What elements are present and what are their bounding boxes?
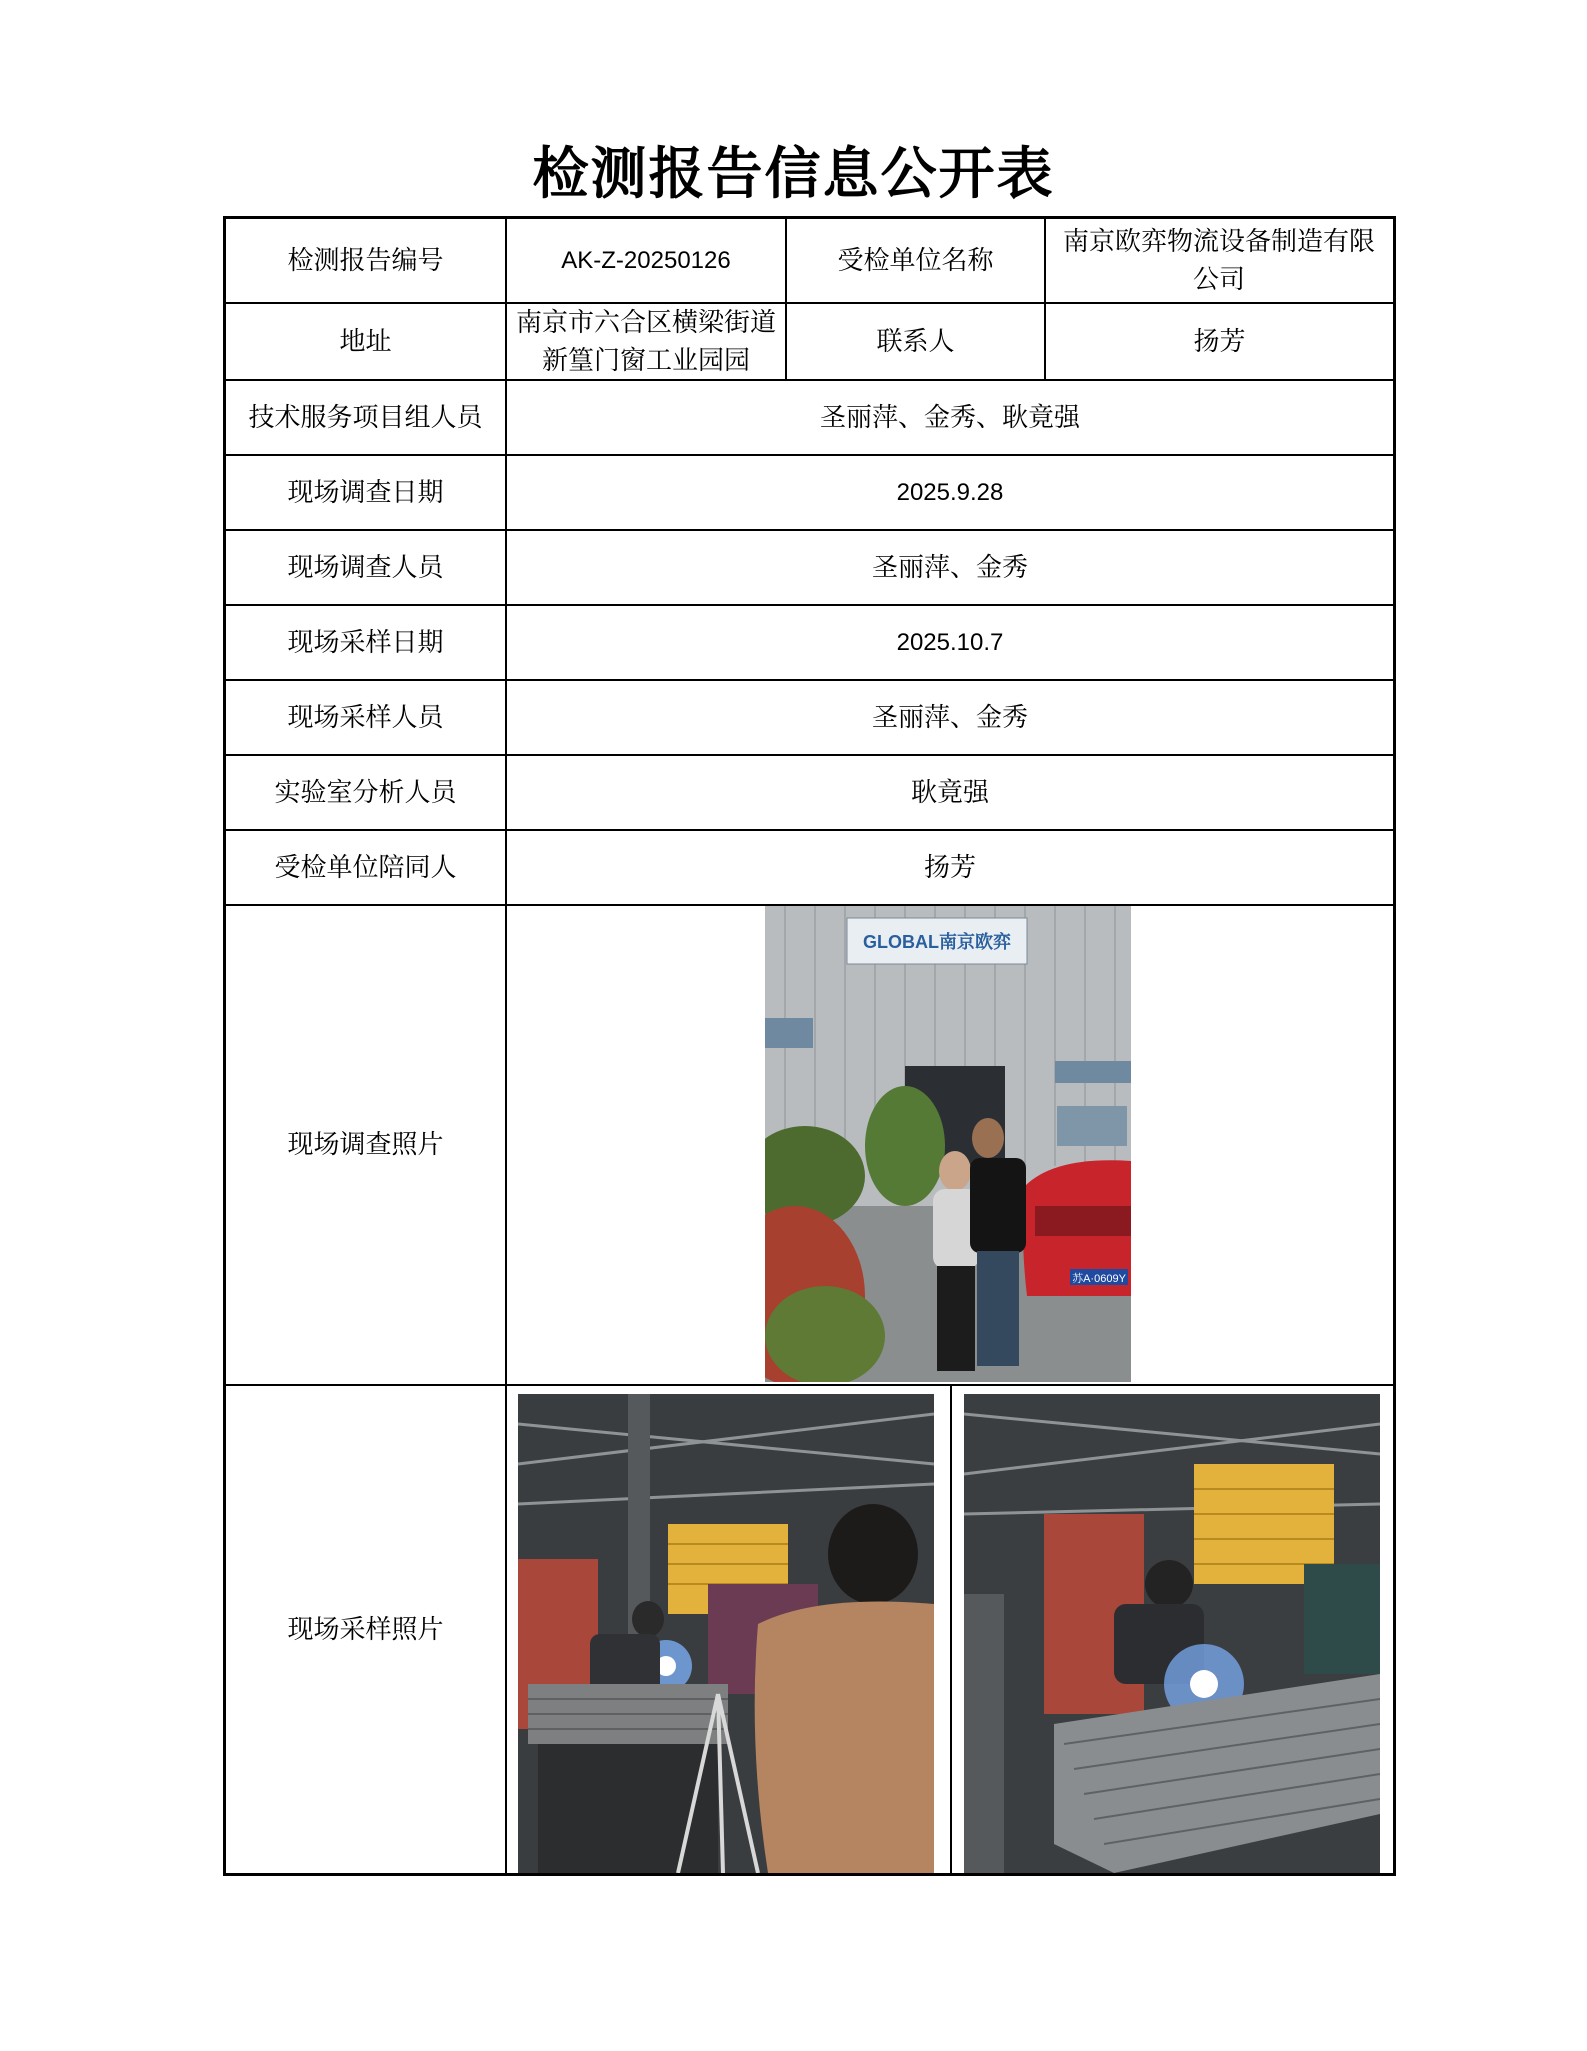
contact-label: 联系人 bbox=[876, 326, 955, 357]
contact-value: 扬芳 bbox=[1193, 326, 1246, 357]
sign-text: GLOBAL南京欧弈 bbox=[863, 932, 1011, 952]
sampling-date-value: 2025.10.7 bbox=[896, 628, 1004, 656]
report-no-value: AK-Z-20250126 bbox=[561, 246, 731, 274]
team-value: 圣丽萍、金秀、耿竟强 bbox=[819, 402, 1080, 433]
survey-date-value: 2025.9.28 bbox=[896, 478, 1004, 506]
survey-staff-value: 圣丽萍、金秀 bbox=[871, 552, 1028, 583]
escort-value: 扬芳 bbox=[923, 852, 976, 883]
page-title: 检测报告信息公开表 bbox=[532, 141, 1055, 207]
unit-name-label: 受检单位名称 bbox=[837, 245, 994, 276]
sampling-staff-value: 圣丽萍、金秀 bbox=[871, 702, 1028, 733]
escort-label: 受检单位陪同人 bbox=[274, 852, 457, 883]
address-label: 地址 bbox=[339, 326, 392, 357]
info-table bbox=[223, 216, 1396, 1876]
sampling-photo-label: 现场采样照片 bbox=[287, 1614, 444, 1645]
unit-name-value: 南京欧弈物流设备制造有限公司 bbox=[1062, 226, 1375, 295]
license-plate-text: 苏A·0609Y bbox=[1072, 1273, 1126, 1285]
address-value: 南京市六合区横梁街道新篁门窗工业园园 bbox=[515, 307, 776, 376]
survey-staff-label: 现场调查人员 bbox=[287, 552, 444, 583]
lab-staff-label: 实验室分析人员 bbox=[274, 777, 457, 808]
survey-date-label: 现场调查日期 bbox=[287, 477, 444, 508]
sampling-date-label: 现场采样日期 bbox=[287, 627, 444, 658]
survey-photo-label: 现场调查照片 bbox=[287, 1130, 444, 1160]
sampling-photo-1 bbox=[518, 1394, 934, 1873]
report-no-label: 检测报告编号 bbox=[287, 245, 444, 276]
team-label: 技术服务项目组人员 bbox=[248, 402, 483, 433]
survey-photo bbox=[765, 906, 1131, 1382]
sampling-staff-label: 现场采样人员 bbox=[287, 702, 444, 733]
lab-staff-value: 耿竟强 bbox=[910, 777, 989, 808]
col-divider bbox=[950, 1384, 952, 1873]
sampling-photo-2 bbox=[964, 1394, 1380, 1873]
